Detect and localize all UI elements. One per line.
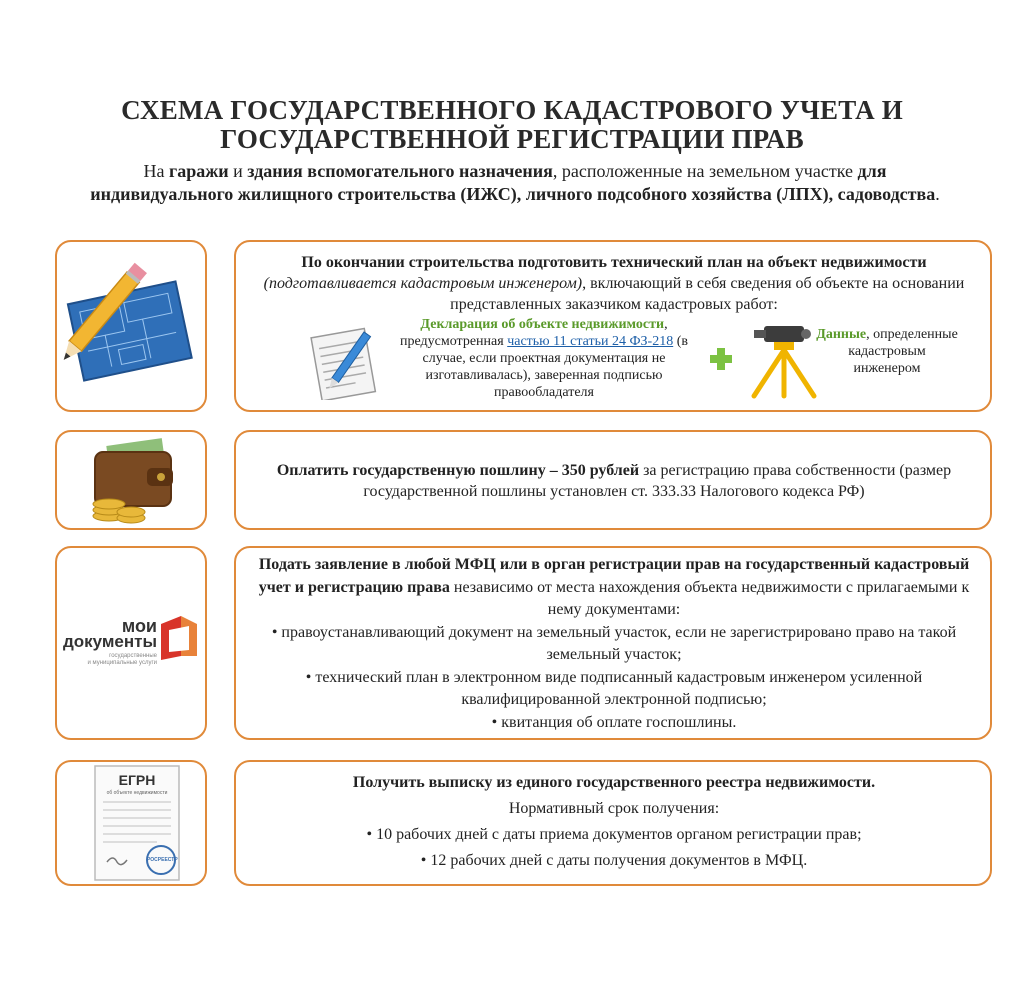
step1-icon-box xyxy=(55,240,207,412)
subtitle-land-types: для индивидуального жилищного строительства (ИЖС), личного подсобного хозяйства (ЛПХ), садоводства xyxy=(90,161,936,204)
step4-description xyxy=(244,770,984,874)
declaration-text: (в случае, если проектная документация не изготавливалась), заверенная подписью правообладателя xyxy=(422,334,688,400)
step1-intro xyxy=(258,252,970,315)
step3-text-box xyxy=(234,546,992,740)
state-fee-heading: Оплатить государственную пошлину – 350 рублей xyxy=(276,462,640,479)
term-list-item: • 12 рабочих дней с даты получения документов в МФЦ. xyxy=(420,852,808,869)
surveyor-data-block xyxy=(816,326,958,377)
declaration-text: предусмотренная xyxy=(400,334,508,349)
submit-application-heading: Подать заявление в любой МФЦ или в орган регистрации прав на государственный кадастровый учет и регистрацию права xyxy=(258,556,970,596)
step1-description: , включающий в себя сведения об объекте на основании представленных заказчиком кадастровых работ: xyxy=(450,275,965,313)
egrn-doc-title: ЕГРН xyxy=(118,772,156,788)
moi-dokumenty-logo xyxy=(57,618,157,667)
declaration-comma: , xyxy=(664,317,668,332)
surveyor-data-title: Данные xyxy=(816,327,867,342)
step1-heading: По окончании строительства подготовить технический план на объект недвижимости xyxy=(301,254,927,271)
wallet-coins-icon xyxy=(57,432,205,528)
document-list-item: • технический план в электронном виде подписанный кадастровым инженером усиленной квалифицированной электронной подписью; xyxy=(305,668,923,708)
subtitle-text: На xyxy=(143,161,170,181)
egrn-doc-subtitle: об объекте недвижимости xyxy=(106,790,168,796)
step2-icon-box xyxy=(55,430,207,530)
rosreestr-stamp: РОСРЕЕСТР xyxy=(147,857,178,863)
declaration-title: Декларация об объекте недвижимости xyxy=(420,317,665,332)
title-line-2: ГОСУДАРСТВЕННОЙ РЕГИСТРАЦИИ ПРАВ xyxy=(220,124,804,154)
document-list-item: • квитанция об оплате госпошлины. xyxy=(491,713,737,731)
step3-icon-box xyxy=(55,546,207,740)
step3-description xyxy=(244,554,984,734)
term-label: Нормативный срок получения: xyxy=(508,800,720,817)
step2-text-box xyxy=(234,430,992,530)
subtitle-text: . xyxy=(935,184,940,204)
law-article-link[interactable]: частью 11 статьи 24 ФЗ-218 xyxy=(507,334,674,349)
subtitle-garages: гаражи xyxy=(169,161,229,181)
subtitle-text: , расположенные на земельном участке xyxy=(552,161,858,181)
logo-word-moi: мои xyxy=(121,616,157,636)
subtitle-text: и xyxy=(228,161,248,181)
declaration-block xyxy=(386,316,702,401)
submit-application-text: независимо от места нахождения объекта недвижимости с прилагаемыми к нему документами: xyxy=(449,578,970,618)
blueprint-pencil-icon xyxy=(57,242,205,410)
plus-icon xyxy=(708,346,734,372)
term-list-item: • 10 рабочих дней с даты приема документов органом регистрации прав; xyxy=(366,826,862,843)
step2-description xyxy=(242,460,986,502)
subtitle xyxy=(70,160,960,206)
state-fee-text: за регистрацию права собственности (размер государственной пошлины установлен ст. 333.33 Налогового кодекса РФ) xyxy=(363,462,952,500)
mfc-logo-mark-icon xyxy=(159,614,199,662)
surveyor-data-text: , определенные кадастровым инженером xyxy=(848,327,958,376)
title-line-1: СХЕМА ГОСУДАРСТВЕННОГО КАДАСТРОВОГО УЧЕТА И xyxy=(121,95,903,125)
document-list-item: • правоустанавливающий документ на земельный участок, если не зарегистрировано право на такой земельный участок; xyxy=(271,623,957,663)
declaration-document-icon xyxy=(308,326,386,400)
step4-text-box xyxy=(234,760,992,886)
step1-text-box xyxy=(234,240,992,412)
step1-note: (подготавливается кадастровым инженером) xyxy=(263,275,583,292)
page-title xyxy=(0,96,1024,154)
logo-word-dokumenty: документы xyxy=(62,632,157,651)
logo-caption-1: государственные xyxy=(109,653,157,659)
step4-icon-box xyxy=(55,760,207,886)
get-extract-heading: Получить выписку из единого государственного реестра недвижимости. xyxy=(352,774,876,791)
theodolite-tripod-icon xyxy=(744,322,824,400)
logo-caption-2: и муниципальные услуги xyxy=(87,660,157,666)
subtitle-aux-buildings: здания вспомогательного назначения xyxy=(247,161,553,181)
